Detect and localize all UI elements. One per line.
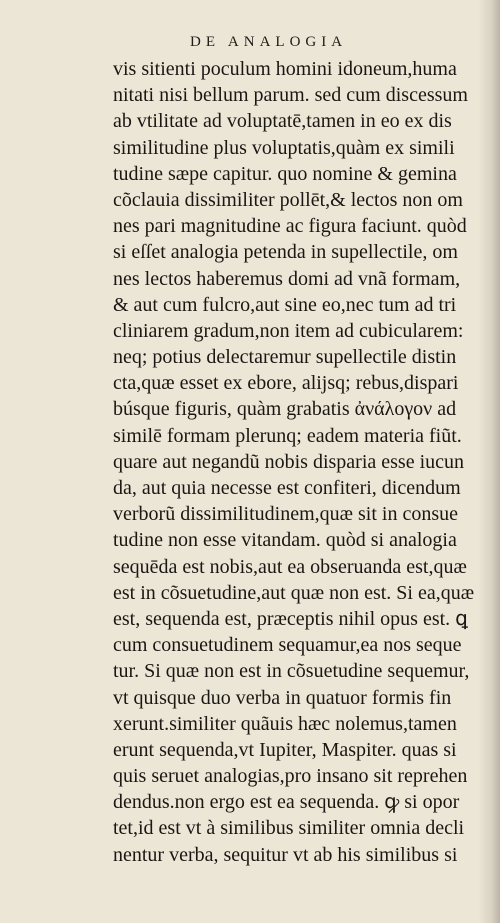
text-line: tet,id est vt à similibus similiter omnia decli <box>113 817 465 840</box>
text-line: cõclauia dissimiliter pollēt,& lectos non om <box>113 188 463 211</box>
text-line: tur. Si quæ non est in cõsuetudine sequemur, <box>113 660 470 683</box>
text-line: neq; potius delectaremur supellectile distin <box>113 346 457 369</box>
text-line: da, aut quia necesse est confiteri, dicendum <box>113 477 461 499</box>
text-line: erunt sequenda,vt Iupiter, Maspiter. quas si <box>113 738 457 761</box>
text-line: est, sequenda est, præceptis nihil opus est. ꝗ <box>113 607 468 630</box>
text-line: similitudine plus voluptatis,quàm ex simili <box>113 136 455 159</box>
text-line: verborũ dissimilitudinem,quæ sit in consue <box>113 503 458 526</box>
text-line: sequēda est nobis,aut ea obseruanda est,quæ <box>113 555 467 578</box>
text-line: dendus.non ergo est ea sequenda. ꝙ si opor <box>113 791 460 814</box>
text-line: tudine sæpe capitur. quo nomine & gemina <box>113 162 457 185</box>
text-line: nes pari magnitudine ac figura faciunt. quòd <box>113 215 467 238</box>
text-line: vt quisque duo verba in quatuor formis fin <box>113 686 452 709</box>
text-line: ab vtilitate ad voluptatē,tamen in eo ex dis <box>113 110 452 133</box>
page-edge-shadow <box>478 0 500 923</box>
text-line: vis sitienti poculum homini idoneum,huma <box>113 58 457 80</box>
text-line: si eſſet analogia petenda in supellectile, om <box>113 241 458 264</box>
text-line: cta,quæ esset ex ebore, alijsq; rebus,dispari <box>113 372 459 395</box>
running-head: DE ANALOGIA <box>190 34 348 50</box>
text-line: quis seruet analogias,pro insano sit reprehen <box>113 765 468 788</box>
text-line: cliniarem gradum,non item ad cubicularem: <box>113 319 464 342</box>
text-line: similē formam plerunq; eadem materia fiũt. <box>113 424 462 447</box>
text-line: nentur verba, sequitur vt ab his similibus si <box>113 843 458 866</box>
text-line: búsque figuris, quàm grabatis ἀνάλογον ad <box>113 398 457 421</box>
text-line: tudine non esse vitandam. quòd si analogia <box>113 529 457 552</box>
text-line: quare aut negandũ nobis disparia esse iucun <box>113 450 465 473</box>
text-line: nitati nisi bellum parum. sed cum discessum <box>113 84 468 107</box>
text-block <box>113 56 493 868</box>
text-line: xerunt.similiter quãuis hæc nolemus,tamen <box>113 712 457 735</box>
text-line: est in cõsuetudine,aut quæ non est. Si ea,quæ <box>113 581 475 604</box>
text-line: cum consuetudinem sequamur,ea nos seque <box>113 634 462 657</box>
text-line: nes lectos haberemus domi ad vnã formam, <box>113 267 461 290</box>
text-line: & aut cum fulcro,aut sine eo,nec tum ad tri <box>113 293 457 316</box>
